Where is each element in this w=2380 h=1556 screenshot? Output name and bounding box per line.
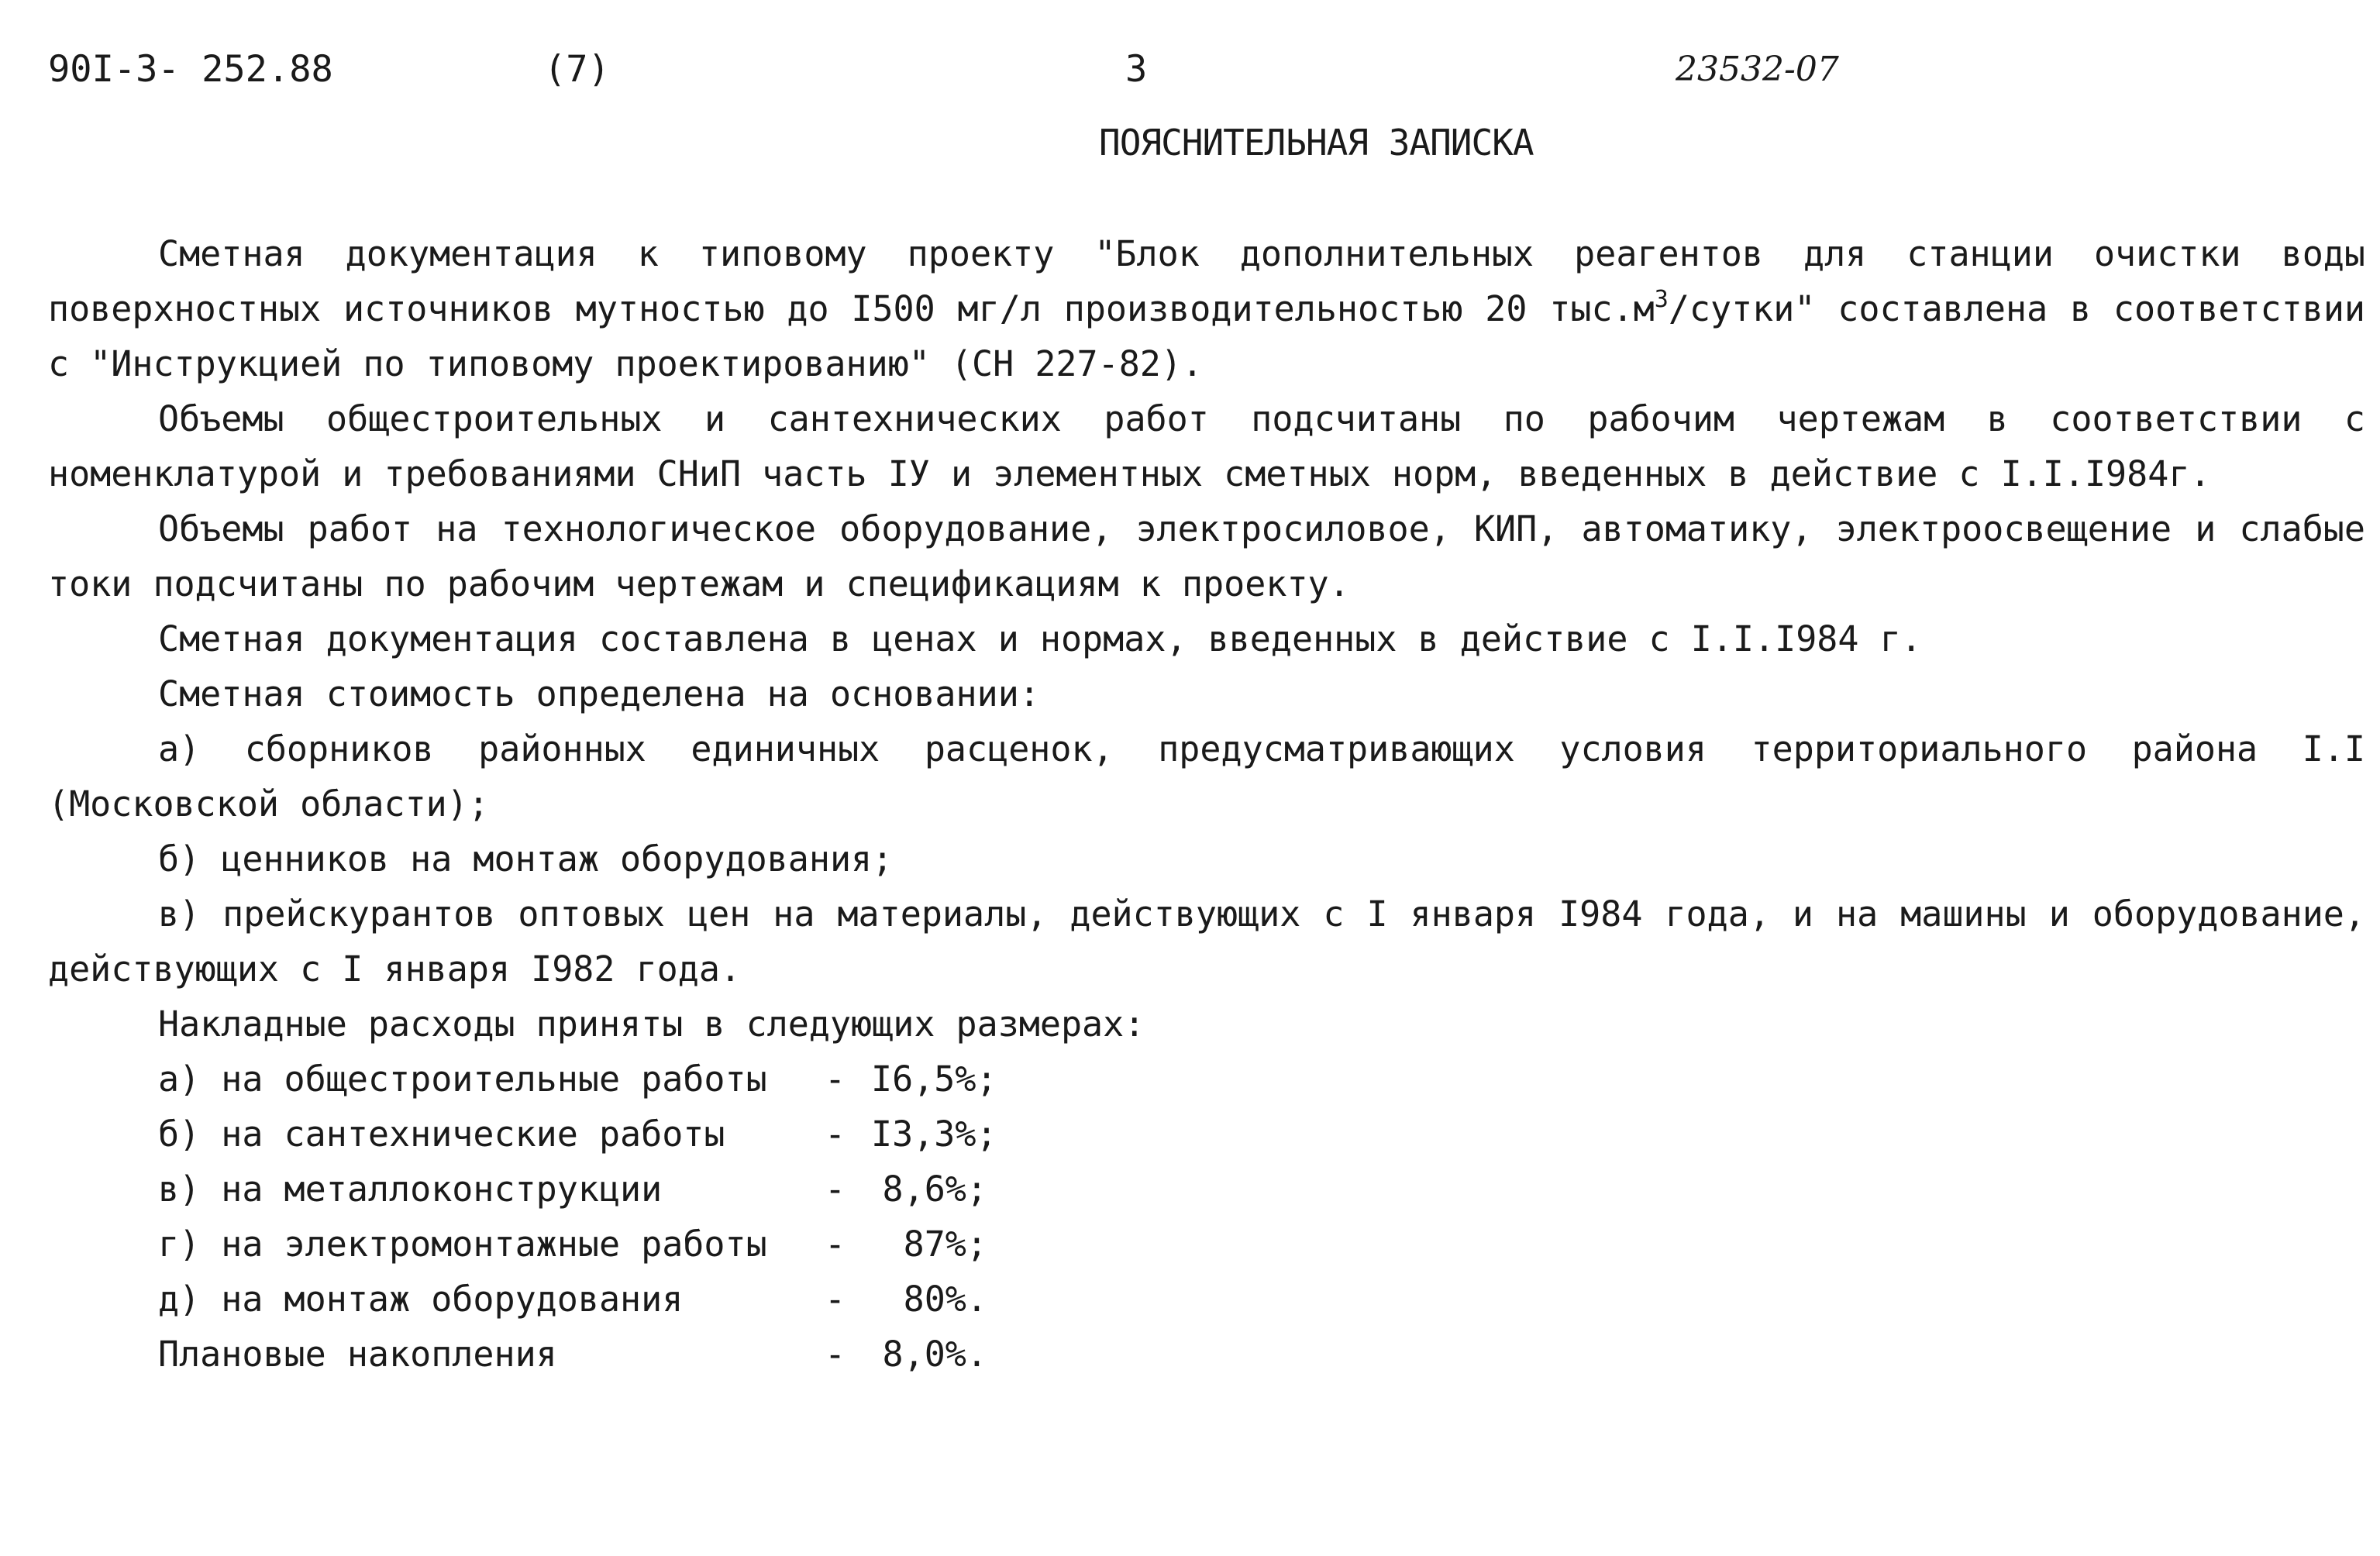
overhead-row (158, 1217, 2365, 1272)
overhead-value: 87%; (903, 1224, 987, 1265)
paragraph-intro-part-1: Сметная документация к типовому проекту "Блок дополнительных реагентов для станции очистки воды поверхностных источников мутностью до I500 мг/л производительностью 20 тыс.м (48, 233, 2365, 329)
paragraph-basis-a: а) сборников районных единичных расценок, предусматривающих условия территориального района I.I (Московской области); (48, 728, 2365, 824)
document-title: ПОЯСНИТЕЛЬНАЯ ЗАПИСКА (1099, 122, 1534, 164)
paragraph-overheads-intro: Накладные расходы приняты в следующих размерах: (158, 1003, 1145, 1045)
overhead-dash: - (825, 1059, 846, 1100)
overhead-label: а) на общестроительные работы (158, 1059, 767, 1100)
document-body (48, 226, 2365, 1382)
overhead-label: в) на металлоконструкции (158, 1169, 663, 1210)
overhead-row (158, 1107, 2365, 1162)
overhead-dash: - (825, 1114, 846, 1155)
paragraph-intro-part-2: /сутки" составлена в соответствии с "Инструкцией по типовому проектированию" (СН 227-82). (48, 288, 2366, 384)
overhead-value: 8,6%; (882, 1169, 987, 1210)
page-number: 3 (1125, 48, 1148, 91)
overhead-row (158, 1162, 2365, 1217)
overhead-value: I6,5%; (871, 1059, 997, 1100)
overhead-label: б) на сантехнические работы (158, 1114, 725, 1155)
paragraph-prices: Сметная документация составлена в ценах и нормах, введенных в действие с I.I.I984 г. (158, 618, 1922, 659)
overhead-label: г) на электромонтажные работы (158, 1224, 767, 1265)
overhead-row (158, 1272, 2365, 1327)
planned-savings-value: 8,0%. (882, 1334, 987, 1375)
document-code: 90I-3- 252.88 (48, 48, 333, 91)
paragraph-basis: Сметная стоимость определена на основании: (158, 673, 1040, 714)
sheet-number: (7) (544, 48, 610, 91)
planned-savings-dash: - (825, 1334, 846, 1375)
overhead-label: д) на монтаж оборудования (158, 1279, 684, 1320)
planned-savings-label: Плановые накопления (158, 1334, 557, 1375)
overhead-row (158, 1052, 2365, 1107)
overhead-dash: - (825, 1279, 846, 1320)
overhead-dash: - (825, 1224, 846, 1265)
paragraph-volumes-equipment: Объемы работ на технологическое оборудование, электросиловое, КИП, автоматику, электроосвещение и слабые токи подсчитаны по рабочим чертежам и спецификациям к проекту. (48, 508, 2365, 604)
planned-savings-row (158, 1327, 2365, 1382)
paragraph-intro (48, 226, 2365, 391)
overhead-value: I3,3%; (871, 1114, 997, 1155)
superscript-cubic: 3 (1654, 286, 1669, 313)
paragraph-basis-b: б) ценников на монтаж оборудования; (158, 838, 894, 880)
paragraph-volumes-construction: Объемы общестроительных и сантехнических работ подсчитаны по рабочим чертежам в соответствии с номенклатурой и требованиями СНиП часть IУ и элементных сметных норм, введенных в действие с I.I.I984г. (48, 398, 2365, 494)
overhead-dash: - (825, 1169, 846, 1210)
overhead-value: 80%. (903, 1279, 987, 1320)
paragraph-basis-c: в) прейскурантов оптовых цен на материалы, действующих с I января I984 года, и на машины и оборудование, действующих с I января I982 года. (48, 893, 2365, 990)
handwritten-inventory-number: 23532-07 (1676, 50, 1839, 89)
